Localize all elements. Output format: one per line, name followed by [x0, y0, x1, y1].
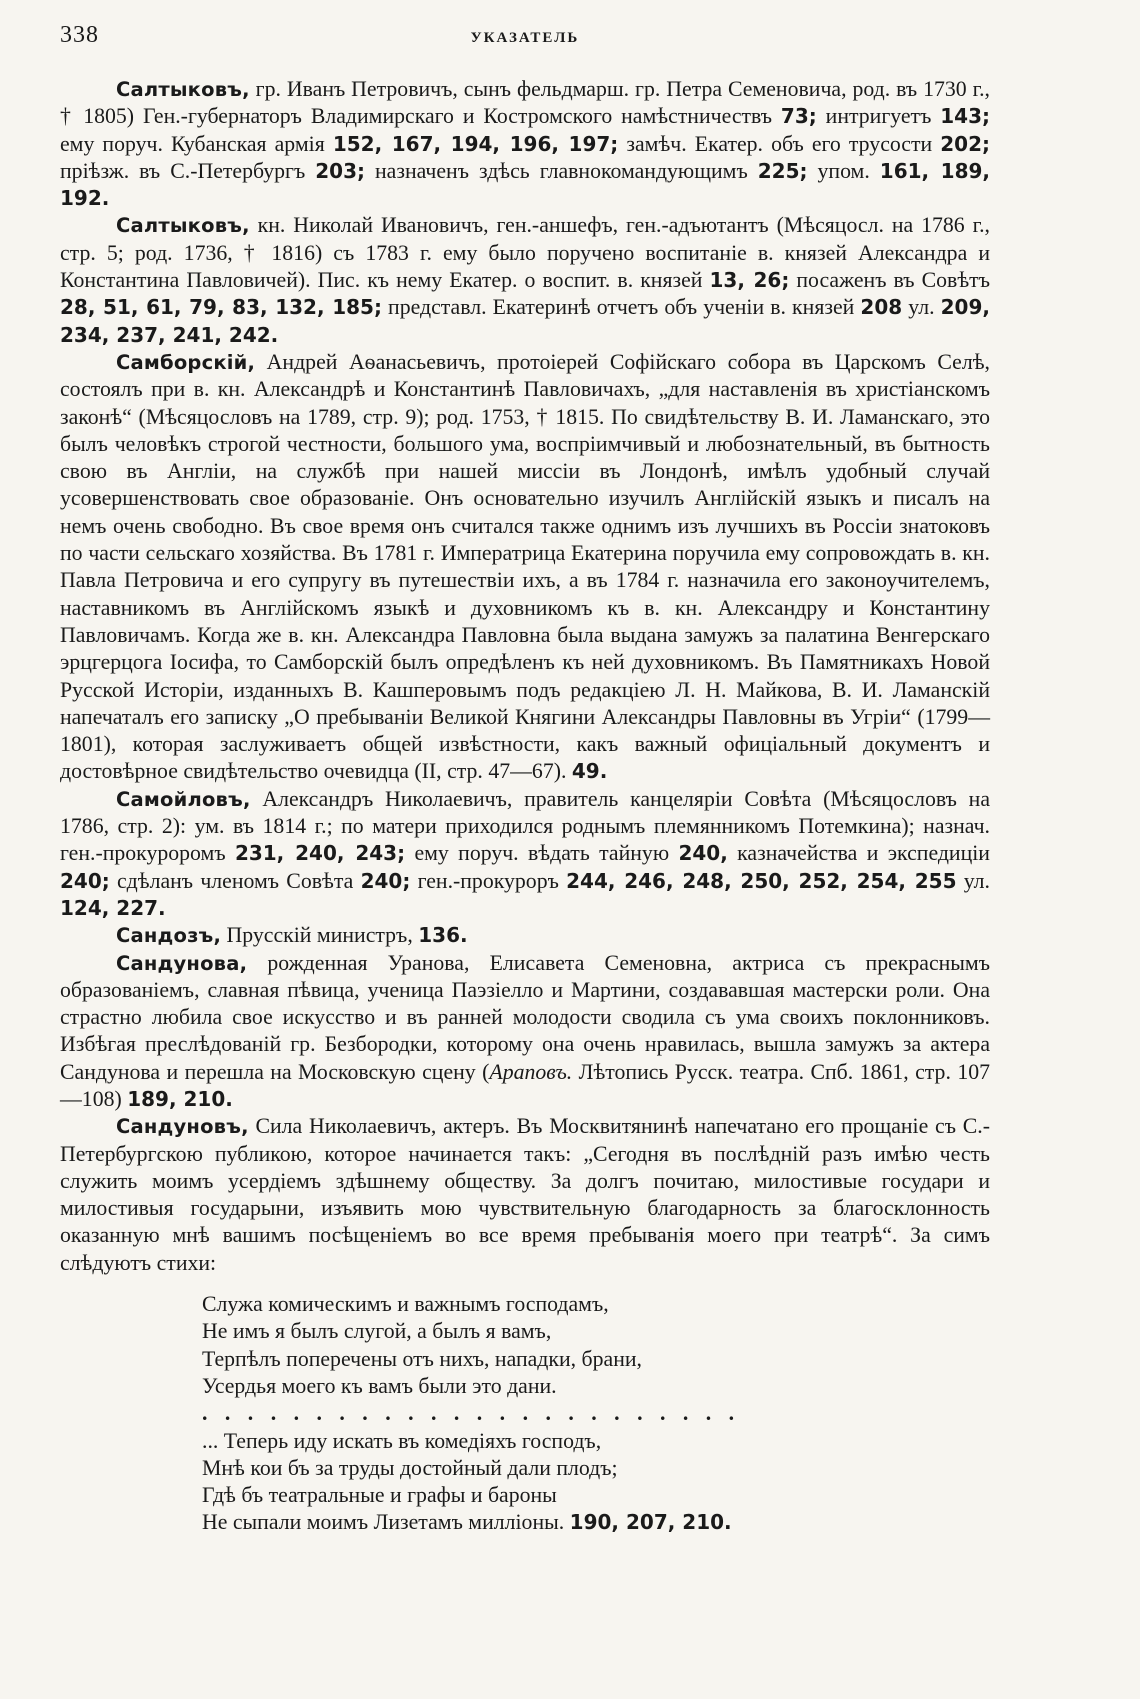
entry-text: сдѣланъ членомъ Совѣта	[109, 868, 361, 893]
page-refs: 209, 234, 237, 241, 242.	[60, 295, 990, 347]
entry-text: ген.-прокуроръ	[410, 868, 567, 893]
page-refs: 161, 189, 192.	[60, 158, 991, 211]
document-page	[60, 20, 990, 1537]
running-title: УКАЗАТЕЛЬ	[470, 30, 580, 46]
page-refs: 13, 26;	[709, 268, 790, 293]
page-refs: 240;	[60, 868, 110, 893]
entry-text: Лѣтопись Русск. театра. Спб. 1861, стр. 107—108)	[60, 1059, 991, 1111]
page-refs: 190, 207, 210.	[569, 1510, 732, 1535]
page-refs: 208	[860, 295, 903, 320]
page-refs: 231, 240, 243;	[234, 841, 406, 866]
entry-heading: Сандунова,	[116, 951, 248, 975]
poem-line: Мнѣ кои бъ за труды достойный дали плодъ;	[202, 1455, 618, 1480]
page-refs: 28, 51, 61, 79, 83, 132, 185;	[60, 295, 382, 320]
entry-text: Прусскій министръ,	[221, 923, 419, 948]
entry-text: Андрей Аѳанасьевичъ, протоіерей Софійскаго собора въ Царскомъ Селѣ, состоялъ при в. кн. Александрѣ и Константинѣ Павловичахъ, „для наставленія въ христіанскомъ законѣ“ (Мѣсяцословъ на 1789, стр. 9); род. 1753, † 1815. По свидѣтельству В. И. Ламанскаго, это былъ человѣкъ строгой честности, большого ума, воспріимчивый и любознательный, въ бытность свою въ Англіи, на службѣ при нашей миссіи въ Лондонѣ, имѣлъ удобный случай усовершенствовать свое образованіе. Онъ основательно изучилъ Англійскій языкъ и писалъ на немъ очень свободно. Въ свое время онъ считался также однимъ изъ лучшихъ въ Россіи знатоковъ по части сельскаго хозяйства. Въ 1781 г. Императрица Екатерина поручила ему сопровождать в. кн. Павла Петровича и его супругу въ путешествіи ихъ, а въ 1784 г. назначила его законоучителемъ, наставникомъ въ Англійскомъ языкѣ и духовникомъ къ в. кн. Александру и Константину Павловичамъ. Когда же в. кн. Александра Павловна была выдана замужъ за палатина Венгерскаго эрцгерцога Іосифа, то Самборскій былъ опредѣленъ къ ней духовникомъ. Въ Памятникахъ Новой Русской Исторіи, изданныхъ В. Кашперовымъ подъ редакціею Л. Н. Майкова, В. И. Ламанскій напечаталъ его записку „О пребываніи Великой Княгини Александры Павловны въ Угріи“ (1799—1801), которая заслуживаетъ общей извѣстности, какъ важный офиціальный документъ и достовѣрное свидѣтельство очевидца (II, стр. 47—67).	[60, 349, 990, 784]
index-entry	[60, 349, 990, 786]
entry-text: рожденная Уранова, Елисавета Семеновна, актриса съ прекраснымъ образованіемъ, славная пѣвица, ученица Паэзіелло и Мартини, создававшая мастерски роли. Она страстно любила свое искусство и въ ранней молодости сводила съ ума своихъ поклонниковъ. Избѣгая преслѣдованій гр. Безбородки, которому она очень нравилась, вышла замужъ за актера Сандунова и перешла на Московскую сцену (	[60, 950, 990, 1084]
page-refs: 244, 246, 248, 250, 252, 254, 255	[566, 868, 957, 893]
page-refs: 203;	[315, 158, 365, 183]
page-refs: 136.	[418, 923, 468, 948]
page-refs: 124, 227.	[60, 895, 166, 920]
entry-text: посаженъ въ Совѣтъ	[789, 268, 990, 293]
poem-line: Гдѣ бъ театральные и графы и бароны	[202, 1483, 557, 1508]
entry-heading: Салтыковъ,	[116, 214, 250, 238]
poem-line-last	[202, 1509, 990, 1536]
page-refs: 143;	[940, 104, 990, 129]
page-refs: 202;	[940, 131, 990, 156]
page-number: 338	[60, 22, 99, 48]
index-entry	[60, 76, 990, 212]
page-refs: 240,	[678, 841, 728, 866]
poem-line: Терпѣлъ поперечены отъ нихъ, нападки, брани,	[202, 1346, 642, 1371]
index-entry	[60, 786, 990, 922]
entry-text: упом.	[807, 158, 880, 183]
index-entry	[60, 922, 990, 949]
poem-line: Усердья моего къ вамъ были это дани.	[202, 1373, 557, 1398]
entry-heading: Салтыковъ,	[116, 78, 250, 101]
entry-text: ул.	[956, 868, 990, 893]
entry-author: Араповъ.	[489, 1059, 573, 1084]
entry-text: Сила Николаевичъ, актеръ. Въ Москвитянинѣ напечатано его прощаніе съ С.-Петербургскою публикою, которое начинается такъ: „Сегодня въ послѣдній разъ имѣю честь служить моимъ усердіемъ здѣшнему обществу. За долгъ почитаю, милостивые государи и милостивыя государыни, изъявить мою чувствительную благодарность за благосклонность оказанную мнѣ вашимъ посѣщеніемъ во все время пребыванія моего при театрѣ“. За симъ слѣдуютъ стихи:	[60, 1114, 990, 1275]
poem-ellipsis: . . . . . . . . . . . . . . . . . . . . . . . .	[202, 1401, 741, 1426]
page-refs: 225;	[757, 158, 808, 183]
entry-text: пріѣзж. въ С.-Петербургъ	[60, 158, 316, 183]
poem-quote	[202, 1291, 990, 1537]
page-refs: 189, 210.	[127, 1086, 233, 1111]
entry-text: замѣч. Екатер. объ его трусости	[618, 131, 941, 156]
poem-line-text: Не сыпали моимъ Лизетамъ милліоны.	[202, 1510, 570, 1535]
index-entry	[60, 1113, 990, 1277]
entry-text: казначейства и экспедиціи	[727, 841, 990, 866]
index-entry	[60, 212, 990, 348]
poem-line: Служа комическимъ и важнымъ господамъ,	[202, 1292, 609, 1317]
entry-text: ему поруч. Кубанская армія	[60, 131, 333, 156]
entry-heading: Сандуновъ,	[116, 1115, 249, 1139]
entry-text: ул.	[902, 295, 941, 320]
page-refs: 49.	[571, 759, 608, 784]
entry-text: представл. Екатеринѣ отчетъ объ ученіи в. князей	[381, 295, 861, 320]
index-entry	[60, 950, 990, 1114]
entry-text: гр. Иванъ Петровичъ, сынъ фельдмарш. гр. Петра Семеновича, род. въ 1730 г., † 1805) Ген.-губернаторъ Владимирскаго и Костромского намѣстничествъ	[60, 77, 990, 129]
entry-text: назначенъ здѣсь главнокомандующимъ	[365, 158, 758, 183]
entry-text: интригуетъ	[816, 104, 941, 129]
entry-text: ему поруч. вѣдать тайную	[405, 841, 679, 866]
index-entries	[60, 76, 990, 1537]
entry-heading: Самойловъ,	[116, 787, 251, 811]
page-refs: 152, 167, 194, 196, 197;	[332, 131, 619, 156]
poem-line: ... Теперь иду искать въ комедіяхъ господъ,	[202, 1428, 602, 1453]
page-header	[60, 20, 990, 60]
page-refs: 240;	[360, 868, 411, 893]
entry-text: кн. Николай Ивановичъ, ген.-аншефъ, ген.-адъютантъ (Мѣсяцосл. на 1786 г., стр. 5; род. 1736, † 1816) съ 1783 г. ему было поручено воспитаніе в. князей Александра и Константина Павловичей). Пис. къ нему Екатер. о воспит. в. князей	[60, 213, 990, 293]
entry-heading: Самборскій,	[116, 350, 256, 374]
poem-line: Не имъ я былъ слугой, а былъ я вамъ,	[202, 1319, 552, 1344]
entry-heading: Сандозъ,	[116, 924, 222, 948]
page-refs: 73;	[780, 104, 817, 129]
entry-text: Александръ Николаевичъ, правитель канцеляріи Совѣта (Мѣсяцословъ на 1786, стр. 2): ум. въ 1814 г.; по матери приходился роднымъ племянникомъ Потемкина); назнач. ген.-прокуроромъ	[60, 786, 990, 866]
